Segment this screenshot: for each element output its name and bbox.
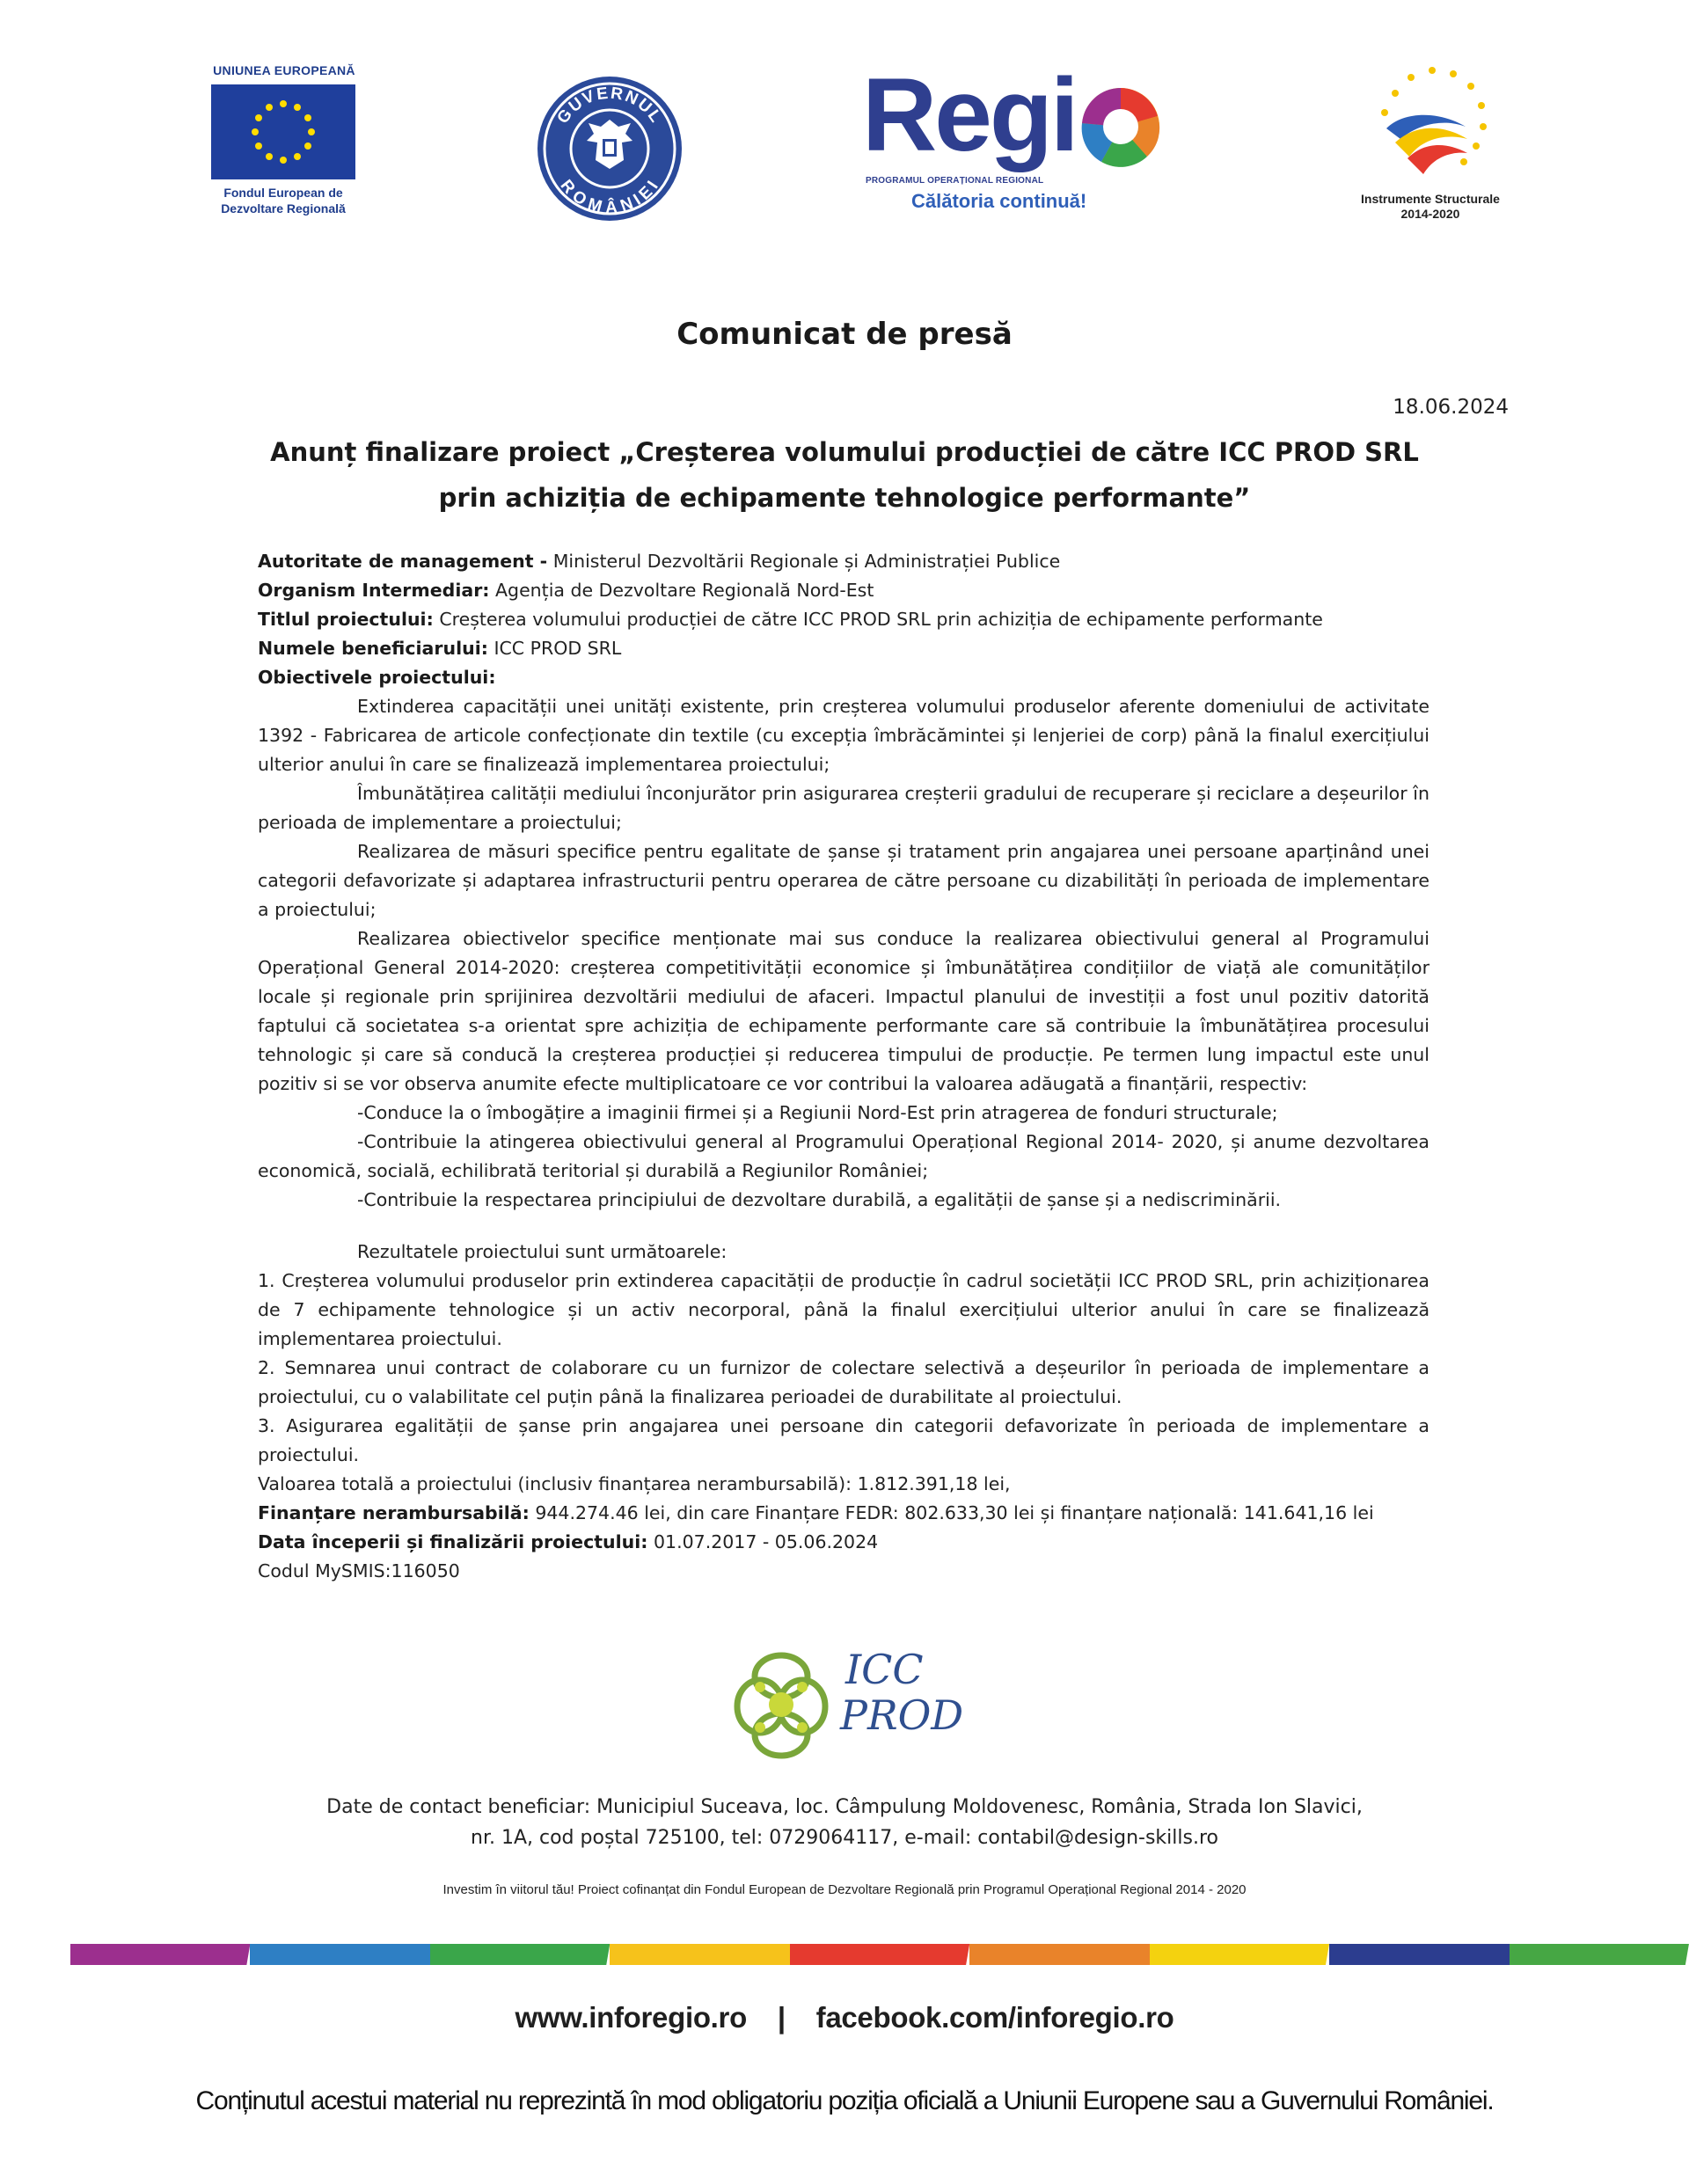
funding-value: 944.274.46 lei, din care Finanțare FEDR: 802.633,30 lei și finanțare națională: 141.641,16 lei xyxy=(529,1502,1374,1523)
stripe-segment xyxy=(250,1944,429,1965)
eu-caption-line2: Dezvoltare Regională xyxy=(221,201,346,215)
facebook-page-link[interactable]: facebook.com/inforegio.ro xyxy=(815,2001,1174,2034)
stripe-segment xyxy=(610,1944,789,1965)
contribution-item: -Contribuie la respectarea principiului de dezvoltare durabilă, a egalității de șanse și a nediscriminării. xyxy=(357,1189,1282,1210)
regio-program-text: PROGRAMUL OPERAȚIONAL REGIONAL xyxy=(866,176,1044,186)
contribution-item: -Contribuie la atingerea obiectivului general al Programului Operațional Regional 2014- 2020, și anume dezvoltarea economică, socială, echilibrată teritorial și durabilă a Regiunilor României; xyxy=(258,1131,1429,1181)
dates-label: Data începerii și finalizării proiectului: xyxy=(258,1531,648,1552)
icc-prod-wordmark xyxy=(840,1647,963,1738)
authority-value: Ministerul Dezvoltării Regionale și Administrației Publice xyxy=(547,551,1061,572)
gov-bottom-text: ROMÂNIEI xyxy=(556,176,663,218)
project-title-label: Titlul proiectului: xyxy=(258,609,434,630)
result-item: 3. Asigurarea egalității de șanse prin angajarea unei persoane din categorii defavorizate în perioada de implementare a proiectului. xyxy=(258,1415,1429,1465)
announcement-line2: prin achiziția de echipamente tehnologice performante” xyxy=(438,483,1251,513)
document-title: Comunicat de presă xyxy=(676,317,1013,352)
dates-line xyxy=(258,1528,1429,1557)
stripe-segment xyxy=(1329,1944,1509,1965)
color-stripe-divider xyxy=(70,1944,1689,1965)
results-intro: Rezultatele proiectului sunt următoarele: xyxy=(357,1241,728,1262)
dates-value: 01.07.2017 - 05.06.2024 xyxy=(647,1531,879,1552)
beneficiary-label: Numele beneficiarului: xyxy=(258,638,488,659)
eu-disclaimer: Conținutul acestui material nu reprezintă în mod obligatoriu poziția oficială a Uniunii Europene sau a Guvernului României. xyxy=(195,2086,1494,2115)
announcement-heading xyxy=(0,429,1689,521)
stripe-segment xyxy=(430,1944,610,1965)
regio-logo-wordmark: Regi xyxy=(862,57,1077,173)
authority-label: Autoritate de management - xyxy=(258,551,548,572)
objectives-label: Obiectivele proiectului: xyxy=(258,667,496,688)
eu-logo-top-text: UNIUNEA EUROPEANĂ xyxy=(213,63,355,77)
objective-paragraph: Îmbunătățirea calității mediului înconjurător prin asigurarea creșterii gradului de recuperare și reciclare a deșeurilor în perioada de implementare a proiectului; xyxy=(258,783,1429,833)
result-item: 2. Semnarea unui contract de colaborare cu un furnizor de colectare selectivă a deșeurilor în perioada de implementare a proiectului, cu o valabilitate cel puțin până la finalizarea perioadei de durabilitate al proiectului. xyxy=(258,1357,1429,1407)
objective-paragraph: Realizarea de măsuri specifice pentru egalitate de șanse și tratament prin angajarea unei persoane aparținând unei categorii defavorizate și adaptarea infrastructurii pentru operarea de către persoane cu dizabilități în perioada de implementare a proiectului; xyxy=(258,841,1429,920)
intermediary-line xyxy=(258,576,1429,605)
mysmis-code: Codul MySMIS:116050 xyxy=(258,1560,460,1581)
eu-logo-caption xyxy=(195,185,371,216)
document-date: 18.06.2024 xyxy=(1393,396,1509,419)
project-details xyxy=(258,547,1429,1586)
beneficiary-line xyxy=(258,634,1429,663)
regio-tagline: Călătoria continuă! xyxy=(911,190,1087,212)
intermediary-label: Organism Intermediar: xyxy=(258,580,490,601)
beneficiary-contact xyxy=(0,1792,1689,1853)
eu-stars-icon xyxy=(211,84,355,179)
stripe-segment xyxy=(70,1944,250,1965)
objectives-heading xyxy=(258,663,1429,692)
intermediary-value: Agenția de Dezvoltare Regională Nord-Est xyxy=(489,580,874,601)
is-caption-line1: Instrumente Structurale xyxy=(1361,192,1500,206)
beneficiary-value: ICC PROD SRL xyxy=(487,638,622,659)
authority-line xyxy=(258,547,1429,576)
instrumente-structurale-logo xyxy=(1360,58,1501,190)
regio-color-wheel-icon xyxy=(1078,84,1163,169)
links-separator: | xyxy=(777,2001,786,2034)
announcement-line1: Anunț finalizare proiect „Creșterea volumului producției de către ICC PROD SRL xyxy=(270,437,1419,467)
stripe-segment xyxy=(969,1944,1149,1965)
eu-flag-logo xyxy=(211,84,355,179)
footer-links xyxy=(0,2001,1689,2034)
is-caption-line2: 2014-2020 xyxy=(1400,207,1460,221)
icc-wordmark-line2: PROD xyxy=(840,1691,964,1739)
stripe-segment xyxy=(790,1944,969,1965)
gov-top-text: GUVERNUL xyxy=(553,84,666,128)
objective-paragraph: Extinderea capacității unei unități existente, prin creșterea volumului produselor aferente domeniului de activitate 1392 - Fabricarea de articole confecționate din textile (cu excepția îmbrăcămintei și lenjeriei de corp) până la finalul exercițiului ulterior anului în care se finalizează implementarea proiectului; xyxy=(258,696,1429,775)
contact-line1: Date de contact beneficiar: Municipiul Suceava, loc. Câmpulung Moldovenesc, România, Strada Ion Slavici, xyxy=(326,1796,1363,1818)
objective-paragraph: Realizarea obiectivelor specifice menționate mai sus conduce la realizarea obiectivului general al Programului Operațional General 2014-2020: creșterea competitivității economice și îmbunătățirea condițiilor de viață ale comunităților locale și regionale prin sprijinirea dezvoltării mediului de afaceri. Impactul planului de investiții a fost unul pozitiv datorită faptului că societatea s-a orientat spre achiziția de echipamente performante care să contribuie la îmbunătățirea procesului tehnologic și care să conducă la creșterea producției și reducerea timpului de producție. Pe termen lung impactul este unul pozitiv si se vor observa anumite efecte multiplicatoare ce vor contribui la valoarea adăugată a finanțării, respectiv: xyxy=(258,928,1429,1094)
inforegio-website-link[interactable]: www.inforegio.ro xyxy=(515,2001,747,2034)
project-title-value: Creșterea volumului producției de către ICC PROD SRL prin achiziția de echipamente performante xyxy=(433,609,1323,630)
contact-line2: nr. 1A, cod poștal 725100, tel: 0729064117, e-mail: contabil@design-skills.ro xyxy=(471,1827,1218,1849)
funding-label: Finanțare nerambursabilă: xyxy=(258,1502,530,1523)
cofinancing-note: Investim în viitorul tău! Proiect cofinanțat din Fondul European de Dezvoltare Regională prin Programul Operațional Regional 2014 - 2020 xyxy=(442,1882,1247,1897)
eu-caption-line1: Fondul European de xyxy=(223,186,343,200)
icc-prod-emblem-icon xyxy=(728,1643,834,1766)
total-value-line: Valoarea totală a proiectului (inclusiv finanțarea nerambursabilă): 1.812.391,18 lei, xyxy=(258,1473,1011,1494)
funding-line xyxy=(258,1499,1429,1528)
stripe-segment xyxy=(1150,1944,1329,1965)
instrumente-structurale-caption xyxy=(1334,192,1527,222)
contribution-item: -Conduce la o îmbogățire a imaginii firmei și a Regiunii Nord-Est prin atragerea de fonduri structurale; xyxy=(357,1102,1278,1123)
project-title-line xyxy=(258,605,1429,634)
result-item: 1. Creșterea volumului produselor prin extinderea capacității de producție în cadrul societății ICC PROD SRL, prin achiziționarea de 7 echipamente tehnologice și un activ necorporal, până la finalul exercițiului ulterior anului în care se finalizează implementarea proiectului. xyxy=(258,1270,1429,1349)
government-seal-logo xyxy=(535,74,684,223)
stripe-segment xyxy=(1510,1944,1689,1965)
icc-wordmark-line1: ICC xyxy=(845,1646,924,1693)
